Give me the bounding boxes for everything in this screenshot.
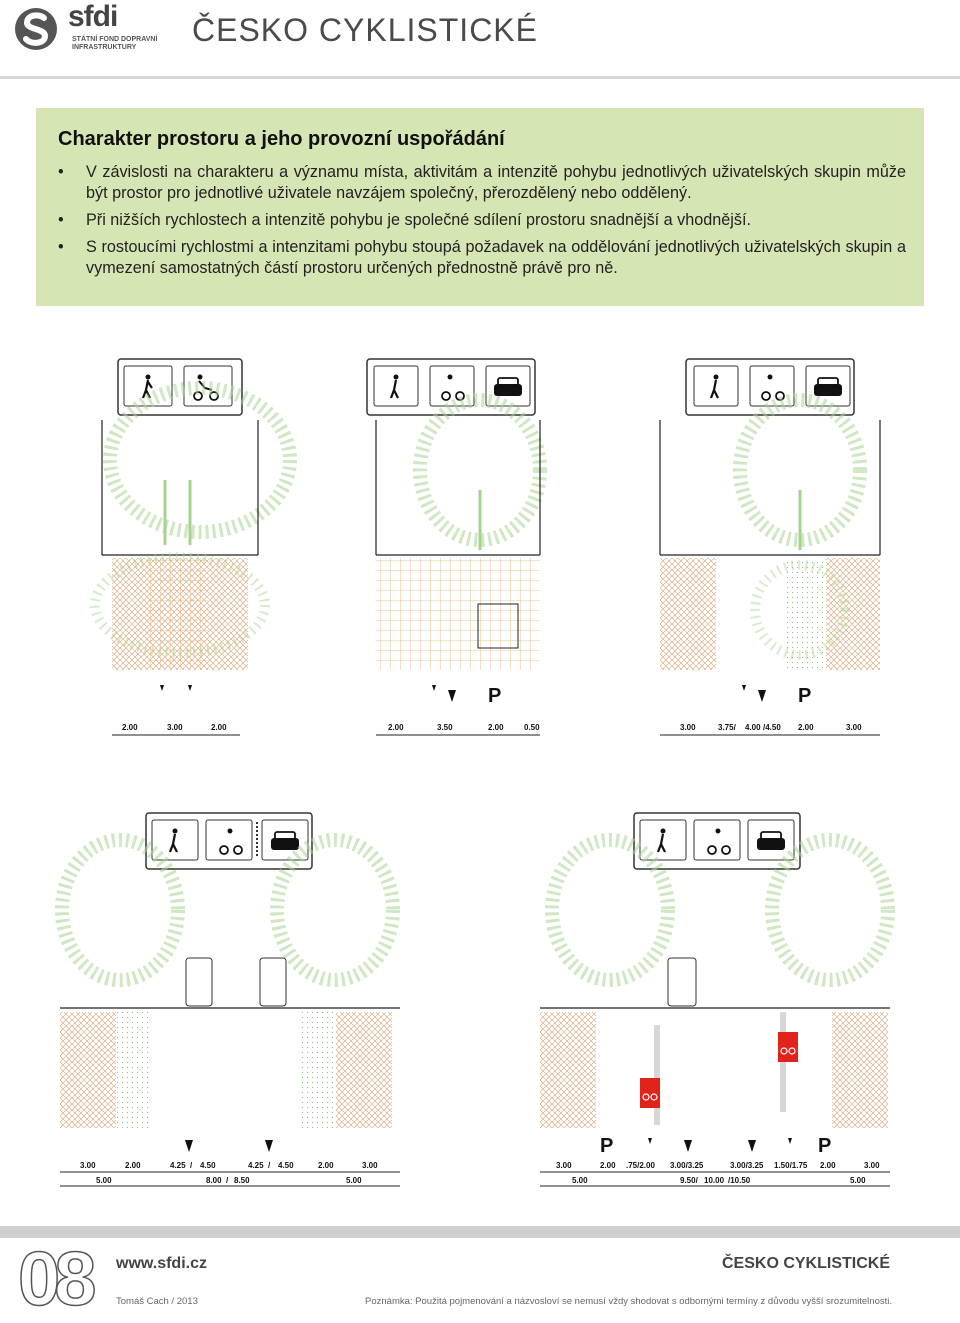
dimension-label: 3.00 — [362, 1161, 378, 1170]
dimension-label: 1.50/1.75 — [774, 1161, 808, 1170]
dimension-total: 5.00 — [850, 1176, 866, 1185]
footer-url-link[interactable]: www.sfdi.cz — [116, 1255, 207, 1272]
dimension-total: 5.00 — [346, 1176, 362, 1185]
parking-label: P — [818, 1135, 832, 1157]
bicycle-lane-sign-icon — [778, 1032, 798, 1062]
dimension-label: / — [190, 1161, 193, 1170]
dimension-label: 2.00 — [820, 1161, 836, 1170]
dimension-label: 3.00 — [864, 1161, 880, 1170]
dimension-label: 3.50 — [437, 723, 453, 732]
dimension-label: 3.75/ — [718, 723, 736, 732]
parking-label: P — [600, 1135, 614, 1157]
dimension-label: 3.00 — [167, 723, 183, 732]
dimension-label: 3.00 — [556, 1161, 572, 1170]
dimension-total: 9.50/ — [680, 1176, 698, 1185]
street-sections-illustration — [0, 340, 960, 1220]
dimension-label: 3.00 — [680, 723, 696, 732]
dimension-total: 5.00 — [96, 1176, 112, 1185]
sign-panel — [634, 813, 800, 869]
dimension-total: 8.50 — [234, 1176, 250, 1185]
bullet-item: • V závislosti na charakteru a významu místa, aktivitám a intenzitě pohybu jednotlivých uživatelských skupin může být prostor pro jednotlivé uživatele navzájem společný, přerozdělený nebo oddělený. — [58, 162, 906, 204]
section-3 — [660, 359, 880, 735]
header-rule — [0, 76, 960, 79]
dimension-total: 10.00 — [704, 1176, 725, 1185]
logo-text: sfdi — [68, 0, 118, 33]
section-4 — [60, 813, 400, 1186]
dimension-label: / — [268, 1161, 271, 1170]
dimension-total: 8.00 — [206, 1176, 222, 1185]
sfdi-logo-icon — [14, 4, 58, 54]
dimension-label: 4.25 — [248, 1161, 264, 1170]
page-number: 08 — [18, 1237, 91, 1322]
dimension-label: 0.50 — [524, 723, 540, 732]
dimension-label: 2.00 — [125, 1161, 141, 1170]
page-header — [0, 0, 960, 80]
dimension-label: 2.00 — [122, 723, 138, 732]
dimension-label: 2.00 — [318, 1161, 334, 1170]
dimension-label: 3.00/3.25 — [670, 1161, 704, 1170]
dimension-label: 2.00 — [388, 723, 404, 732]
bullet-item: • S rostoucími rychlostmi a intenzitami pohybu stoupá požadavek na oddělování jednotlivých uživatelských skupin a vymezení samostatných částí prostoru určených přednostně právě pro ně. — [58, 237, 906, 279]
dimension-label: 3.00 — [846, 723, 862, 732]
footer-author: Tomáš Cach / 2013 — [116, 1296, 198, 1307]
sign-panel — [146, 813, 312, 869]
logo-subtitle: STÁTNÍ FOND DOPRAVNÍ INFRASTRUKTURY — [72, 36, 158, 51]
dimension-label: .75/2.00 — [626, 1161, 655, 1170]
dimension-label: 2.00 — [600, 1161, 616, 1170]
parking-label: P — [798, 685, 812, 707]
bullet-item: • Při nižších rychlostech a intenzitě pohybu je společné sdílení prostoru snadnější a vhodnější. — [58, 210, 906, 231]
dimension-label: 4.25 — [170, 1161, 186, 1170]
dimension-label: 4.50 — [278, 1161, 294, 1170]
dimension-label: 2.00 — [798, 723, 814, 732]
dimension-label: 2.00 — [488, 723, 504, 732]
dimension-label: /4.50 — [763, 723, 781, 732]
info-box — [36, 108, 924, 306]
header-title: ČESKO CYKLISTICKÉ — [192, 12, 538, 48]
dimension-total: /10.50 — [728, 1176, 751, 1185]
parking-label: P — [488, 685, 502, 707]
dimension-total: / — [226, 1176, 229, 1185]
footer-note: Poznámka: Použitá pojmenování a názvosloví se nemusí vždy shodovat s odbornými termíny z důvodu vyšší srozumitelnosti. — [365, 1296, 892, 1307]
section-5 — [540, 813, 890, 1186]
dimension-label: 4.00 — [745, 723, 761, 732]
info-box-heading: Charakter prostoru a jeho provozní uspořádání — [58, 128, 505, 150]
dimension-label: 2.00 — [211, 723, 227, 732]
footer-title: ČESKO CYKLISTICKÉ — [721, 1255, 890, 1272]
dimension-label: 3.00/3.25 — [730, 1161, 764, 1170]
section-1 — [95, 359, 290, 735]
dimension-label: 4.50 — [200, 1161, 216, 1170]
section-2 — [367, 359, 540, 735]
dimension-total: 5.00 — [572, 1176, 588, 1185]
dimension-label: 3.00 — [80, 1161, 96, 1170]
bullet-list — [58, 162, 906, 285]
footer-rule — [0, 1226, 960, 1238]
bicycle-lane-sign-icon — [640, 1078, 660, 1108]
